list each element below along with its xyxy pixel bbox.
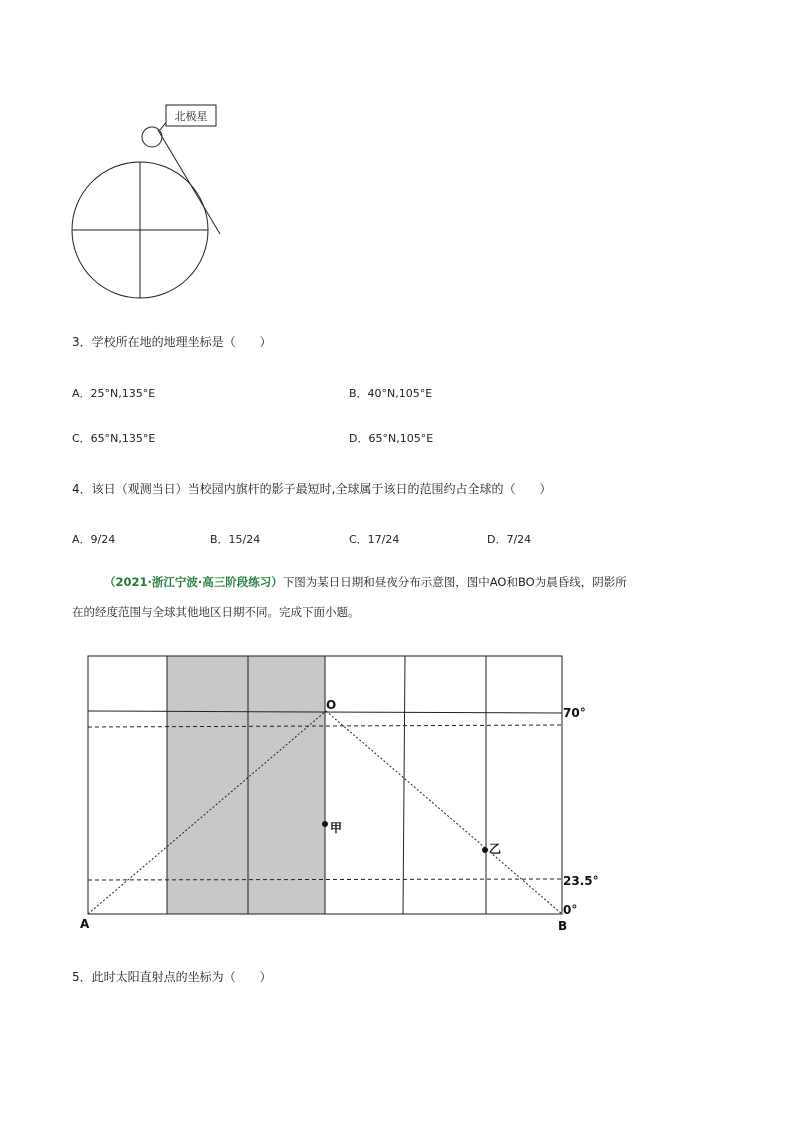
label-b: B [558, 919, 568, 933]
intro-text-1: 下图为某日日期和昼夜分布示意图，图中AO和BO为晨昏线，阴影所 [282, 575, 627, 589]
polaris-circle [142, 127, 162, 147]
label-o: O [326, 698, 337, 712]
sight-line [158, 130, 220, 234]
q3-option-a: A．25°N,135°E [72, 387, 156, 400]
label-lat-23: 23.5° [563, 874, 599, 888]
label-lat-70: 70° [563, 706, 586, 720]
q3-option-b: B．40°N,105°E [349, 387, 433, 400]
q4-option-a: A．9/24 [72, 533, 116, 546]
q4-option-b: B．15/24 [210, 533, 261, 546]
label-a: A [80, 917, 90, 931]
shaded-date-region [167, 656, 325, 914]
q3-option-c: C．65°N,135°E [72, 432, 156, 445]
question-3: 3．学校所在地的地理坐标是（ ） [72, 335, 272, 349]
q4-option-d: D．7/24 [487, 533, 532, 546]
point-yi-dot [482, 847, 488, 853]
question-5: 5．此时太阳直射点的坐标为（ ） [72, 970, 272, 984]
polaris-globe-figure [60, 100, 240, 300]
source-tag: （2021·浙江宁波·高三阶段练习） [104, 575, 283, 589]
label-lat-0: 0° [563, 903, 578, 917]
day-night-figure [70, 648, 610, 938]
intro-line-2: 在的经度范围与全球其他地区日期不同。完成下面小题。 [72, 605, 360, 619]
question-4: 4．该日（观测当日）当校园内旗杆的影子最短时,全球属于该日的范围约占全球的（ ） [72, 482, 552, 496]
point-jia-dot [322, 821, 328, 827]
meridian-4 [403, 656, 405, 914]
q3-option-d: D．65°N,105°E [349, 432, 434, 445]
intro-line-1 [104, 577, 627, 589]
terminator-bo [326, 711, 562, 914]
polaris-label: 北极星 [174, 110, 208, 123]
label-jia: 甲 [330, 821, 343, 835]
label-yi: 乙 [489, 842, 502, 856]
q4-option-c: C．17/24 [349, 533, 400, 546]
